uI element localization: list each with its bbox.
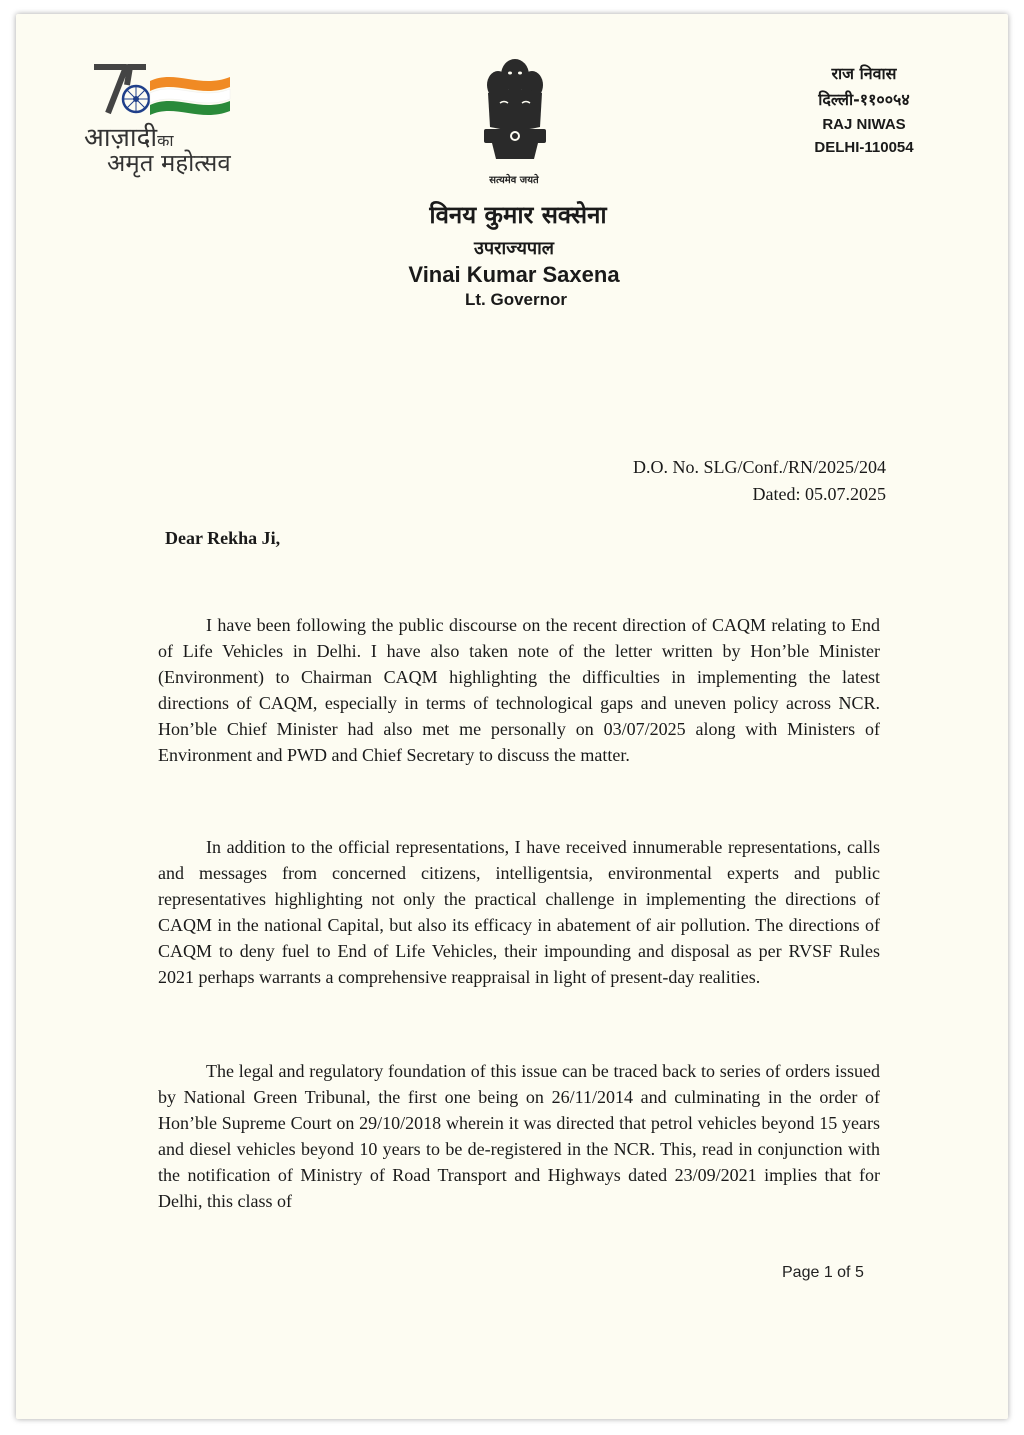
state-emblem-icon (470, 55, 560, 175)
body-paragraph: In addition to the official representations, I have received innumerable representations, calls and messages from concerned citizens, intelligentsia, environmental experts and public representatives highlighting not only the practical challenge in implementing the directions of CAQM in the national Capital, but also its efficacy in abatement of air pollution. The directions of CAQM to deny fuel to End of Life Vehicles, their impounding and disposal as per RVSF Rules 2021 perhaps warrants a comprehensive reappraisal in light of present-day realities. (158, 837, 880, 987)
logo-text-azadi: आज़ादीका (84, 123, 174, 153)
sender-title-english: Lt. Governor (464, 290, 567, 309)
do-number: D.O. No. SLG/Conf./RN/2025/204 (632, 457, 886, 477)
letter-date: Dated: 05.07.2025 (752, 484, 886, 504)
sender-name-hindi: विनय कुमार सक्सेना (429, 201, 607, 229)
sender-name-english: Vinai Kumar Saxena (408, 262, 620, 287)
page-number: Page 1 of 5 (782, 1264, 864, 1281)
body-paragraph: The legal and regulatory foundation of this issue can be traced back to series of orders issued by National Green Tribunal, the first one being on 26/11/2014 and culminating in the order of Hon’ble Supreme Court on 29/10/2018 wherein it was directed that petrol vehicles beyond 15 years and diesel vehicles beyond 10 years to be de-registered in the NCR. This, read in conjunction with the notification of Ministry of Road Transport and Highways dated 23/09/2021 implies that for Delhi, this class of (158, 1061, 880, 1211)
address-line1-english: RAJ NIWAS (822, 116, 906, 133)
sender-title-hindi: उपराज्यपाल (474, 238, 554, 259)
address-line2-english: DELHI-110054 (814, 139, 914, 156)
salutation: Dear Rekha Ji, (165, 528, 281, 548)
body-paragraph: I have been following the public discourse on the recent direction of CAQM relating to End of Life Vehicles in Delhi. I have also taken note of the letter written by Hon’ble Minister (Environment) to Chairman CAQM highlighting the difficulties in implementing the latest directions of CAQM, especially in terms of technological gaps and uneven policy across NCR. Hon’ble Chief Minister had also met me personally on 03/07/2025 along with Ministers of Environment and PWD and Chief Secretary to discuss the matter. (158, 615, 880, 765)
logo-text-amrit-mahotsav: अमृत महोत्सव (107, 149, 231, 177)
emblem-motto: सत्यमेव जयते (489, 175, 539, 186)
address-line2-hindi: दिल्ली-११००५४ (818, 90, 910, 109)
address-line1-hindi: राज निवास (831, 64, 897, 83)
